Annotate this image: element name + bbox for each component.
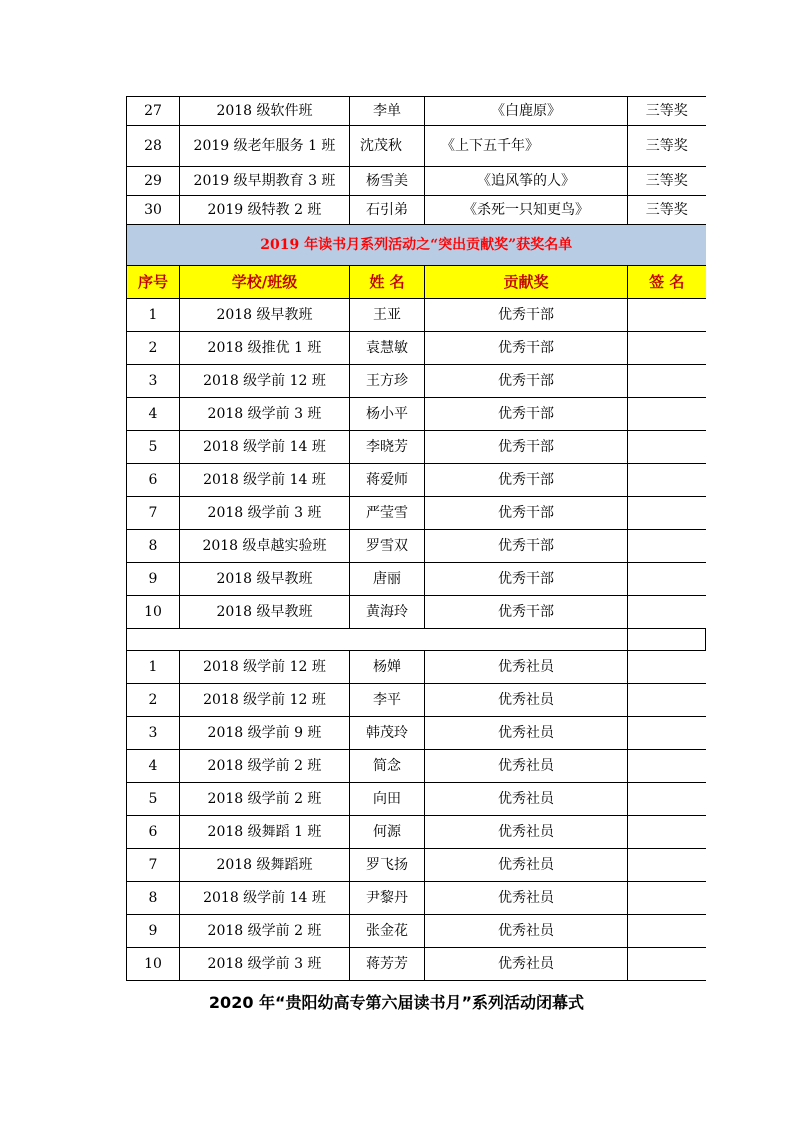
row-class: 2018 级学前 12 班: [180, 684, 350, 717]
row-name: 简念: [350, 750, 425, 783]
row-name: 张金花: [350, 915, 425, 948]
row-signature: [628, 497, 706, 530]
row-class: 2018 级学前 9 班: [180, 717, 350, 750]
row-book: 《白鹿原》: [425, 97, 628, 126]
row-award: 优秀社员: [425, 948, 628, 981]
row-name: 何源: [350, 816, 425, 849]
row-award: 三等奖: [628, 97, 706, 126]
header-name: 姓 名: [350, 266, 425, 299]
member-row: [127, 684, 706, 717]
row-number: 10: [127, 948, 180, 981]
row-name: 韩茂玲: [350, 717, 425, 750]
row-award: 三等奖: [628, 126, 706, 167]
cadre-row: [127, 464, 706, 497]
award-row: [127, 196, 706, 225]
row-class: 2018 级早教班: [180, 596, 350, 629]
row-class: 2018 级舞蹈班: [180, 849, 350, 882]
row-number: 6: [127, 464, 180, 497]
row-number: 4: [127, 750, 180, 783]
award-row: [127, 97, 706, 126]
award-row: [127, 126, 706, 167]
row-book: 《杀死一只知更鸟》: [425, 196, 628, 225]
row-signature: [628, 530, 706, 563]
row-number: 8: [127, 530, 180, 563]
member-row: [127, 816, 706, 849]
row-number: 7: [127, 849, 180, 882]
row-award: 三等奖: [628, 167, 706, 196]
row-number: 27: [127, 97, 180, 126]
row-award: 优秀干部: [425, 497, 628, 530]
row-award: 优秀干部: [425, 332, 628, 365]
awards-table-body: [127, 97, 706, 981]
member-row: [127, 882, 706, 915]
row-name: 黄海玲: [350, 596, 425, 629]
header-class: 学校/班级: [180, 266, 350, 299]
row-name: 杨雪美: [350, 167, 425, 196]
row-name: 李单: [350, 97, 425, 126]
row-number: 3: [127, 717, 180, 750]
row-name: 尹黎丹: [350, 882, 425, 915]
section-banner-row: [127, 225, 706, 266]
row-class: 2018 级学前 12 班: [180, 365, 350, 398]
cadre-row: [127, 299, 706, 332]
row-class: 2018 级学前 2 班: [180, 915, 350, 948]
row-number: 5: [127, 431, 180, 464]
cadre-row: [127, 563, 706, 596]
row-award: 优秀社员: [425, 783, 628, 816]
row-book: 《追风筝的人》: [425, 167, 628, 196]
row-name: 唐丽: [350, 563, 425, 596]
cadre-row: [127, 398, 706, 431]
row-class: 2018 级学前 2 班: [180, 750, 350, 783]
row-name: 蒋爱师: [350, 464, 425, 497]
row-class: 2018 级学前 3 班: [180, 497, 350, 530]
row-signature: [628, 684, 706, 717]
row-number: 8: [127, 882, 180, 915]
row-signature: [628, 299, 706, 332]
row-number: 1: [127, 299, 180, 332]
cadre-row: [127, 530, 706, 563]
row-class: 2018 级舞蹈 1 班: [180, 816, 350, 849]
row-class: 2018 级学前 14 班: [180, 431, 350, 464]
row-class: 2018 级学前 3 班: [180, 948, 350, 981]
row-award: 三等奖: [628, 196, 706, 225]
row-name: 李平: [350, 684, 425, 717]
row-award: 优秀社员: [425, 750, 628, 783]
row-signature: [628, 431, 706, 464]
row-award: 优秀社员: [425, 651, 628, 684]
row-number: 7: [127, 497, 180, 530]
row-name: 罗飞扬: [350, 849, 425, 882]
row-signature: [628, 563, 706, 596]
row-award: 优秀干部: [425, 365, 628, 398]
row-award: 优秀社员: [425, 684, 628, 717]
header-award: 贡献奖: [425, 266, 628, 299]
row-award: 优秀干部: [425, 563, 628, 596]
row-signature: [628, 816, 706, 849]
row-name: 李晓芳: [350, 431, 425, 464]
row-signature: [628, 882, 706, 915]
row-award: 优秀干部: [425, 299, 628, 332]
row-signature: [628, 464, 706, 497]
row-number: 2: [127, 332, 180, 365]
row-class: 2019 级早期教育 3 班: [180, 167, 350, 196]
row-name: 罗雪双: [350, 530, 425, 563]
awards-table: [126, 96, 706, 981]
row-signature: [628, 849, 706, 882]
row-number: 29: [127, 167, 180, 196]
row-award: 优秀干部: [425, 596, 628, 629]
row-class: 2018 级学前 3 班: [180, 398, 350, 431]
row-number: 4: [127, 398, 180, 431]
row-award: 优秀干部: [425, 464, 628, 497]
row-book: 《上下五千年》: [425, 126, 628, 167]
cadre-row: [127, 365, 706, 398]
row-signature: [628, 915, 706, 948]
row-award: 优秀社员: [425, 849, 628, 882]
row-name: 杨小平: [350, 398, 425, 431]
row-name: 向田: [350, 783, 425, 816]
member-row: [127, 915, 706, 948]
row-number: 28: [127, 126, 180, 167]
table-header-row: [127, 266, 706, 299]
row-award: 优秀社员: [425, 915, 628, 948]
row-class: 2018 级学前 14 班: [180, 464, 350, 497]
row-name: 沈茂秋: [350, 126, 425, 167]
row-award: 优秀干部: [425, 431, 628, 464]
row-name: 王亚: [350, 299, 425, 332]
row-signature: [628, 651, 706, 684]
row-signature: [628, 750, 706, 783]
row-number: 9: [127, 915, 180, 948]
row-number: 6: [127, 816, 180, 849]
row-name: 蒋芳芳: [350, 948, 425, 981]
row-name: 石引弟: [350, 196, 425, 225]
row-award: 优秀社员: [425, 717, 628, 750]
section-banner: 2019 年读书月系列活动之“突出贡献奖”获奖名单: [127, 225, 706, 266]
row-number: 10: [127, 596, 180, 629]
row-award: 优秀干部: [425, 398, 628, 431]
row-class: 2018 级早教班: [180, 563, 350, 596]
member-row: [127, 948, 706, 981]
row-award: 优秀社员: [425, 882, 628, 915]
row-signature: [628, 398, 706, 431]
row-award: 优秀社员: [425, 816, 628, 849]
cadre-row: [127, 332, 706, 365]
closing-ceremony-title: 2020 年“贵阳幼高专第六届读书月”系列活动闭幕式: [208, 993, 585, 1012]
row-class: 2019 级特教 2 班: [180, 196, 350, 225]
spacer-cell: [127, 629, 628, 651]
header-number: 序号: [127, 266, 180, 299]
row-number: 2: [127, 684, 180, 717]
row-signature: [628, 783, 706, 816]
row-signature: [628, 596, 706, 629]
member-row: [127, 717, 706, 750]
award-row: [127, 167, 706, 196]
row-signature: [628, 365, 706, 398]
row-number: 30: [127, 196, 180, 225]
row-class: 2018 级学前 12 班: [180, 651, 350, 684]
row-number: 9: [127, 563, 180, 596]
cadre-row: [127, 596, 706, 629]
row-class: 2019 级老年服务 1 班: [180, 126, 350, 167]
row-signature: [628, 332, 706, 365]
member-row: [127, 651, 706, 684]
row-name: 杨婵: [350, 651, 425, 684]
row-number: 3: [127, 365, 180, 398]
row-number: 1: [127, 651, 180, 684]
row-class: 2018 级推优 1 班: [180, 332, 350, 365]
member-row: [127, 849, 706, 882]
member-row: [127, 783, 706, 816]
row-name: 严莹雪: [350, 497, 425, 530]
row-signature: [628, 948, 706, 981]
row-class: 2018 级学前 14 班: [180, 882, 350, 915]
row-class: 2018 级早教班: [180, 299, 350, 332]
section-spacer-row: [127, 629, 706, 651]
cadre-row: [127, 497, 706, 530]
spacer-signature-cell: [628, 629, 706, 651]
member-row: [127, 750, 706, 783]
row-class: 2018 级学前 2 班: [180, 783, 350, 816]
row-class: 2018 级卓越实验班: [180, 530, 350, 563]
cadre-row: [127, 431, 706, 464]
row-number: 5: [127, 783, 180, 816]
row-name: 袁慧敏: [350, 332, 425, 365]
row-signature: [628, 717, 706, 750]
row-name: 王方珍: [350, 365, 425, 398]
header-signature: 签 名: [628, 266, 706, 299]
row-award: 优秀干部: [425, 530, 628, 563]
row-class: 2018 级软件班: [180, 97, 350, 126]
